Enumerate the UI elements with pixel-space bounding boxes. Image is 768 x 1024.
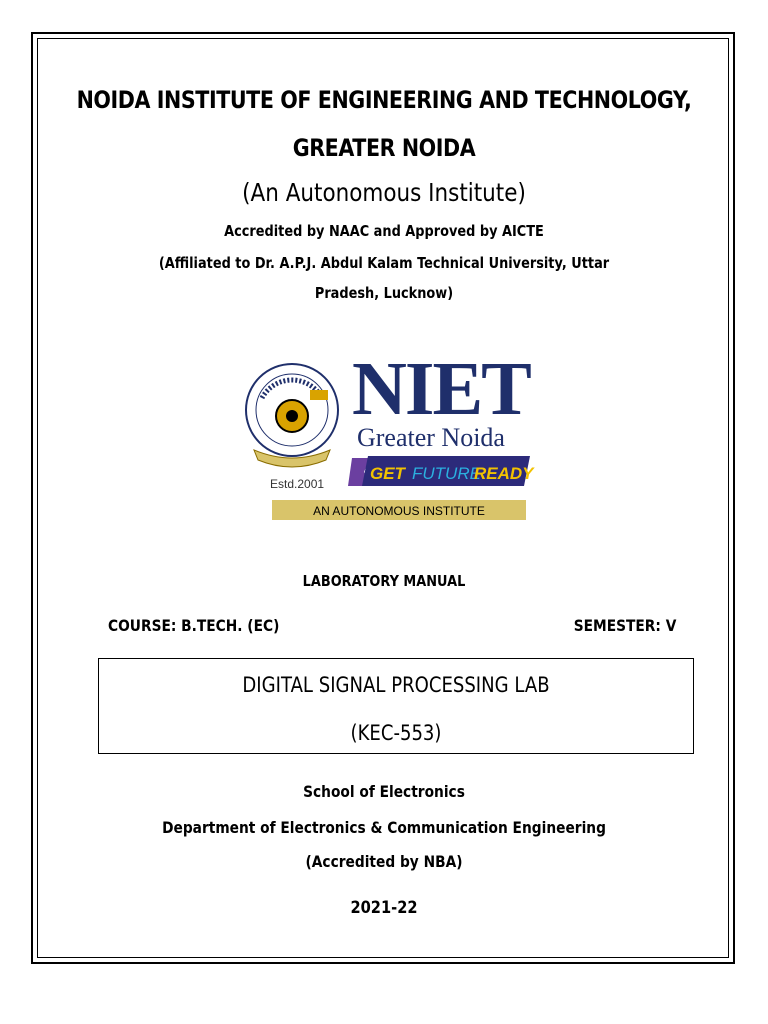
- logo-wordmark: NIET: [352, 347, 530, 431]
- manual-type: LABORATORY MANUAL: [302, 572, 466, 590]
- autonomous-banner-text: AN AUTONOMOUS INSTITUTE: [313, 504, 485, 518]
- institute-name-line2: GREATER NOIDA: [292, 134, 476, 162]
- nba-accreditation: (Accredited by NBA): [305, 852, 463, 871]
- accreditation-line: Accredited by NAAC and Approved by AICTE: [224, 222, 544, 240]
- subject-box: [98, 658, 694, 754]
- subject-code: (KEC-553): [350, 721, 442, 745]
- subject-title: DIGITAL SIGNAL PROCESSING LAB: [242, 673, 550, 697]
- autonomous-status: (An Autonomous Institute): [242, 178, 526, 207]
- institute-name-line1: NOIDA INSTITUTE OF ENGINEERING AND TECHNOLOGY,: [76, 86, 692, 114]
- department-name: Department of Electronics & Communication Engineering: [162, 818, 606, 837]
- affiliation-line1: (Affiliated to Dr. A.P.J. Abdul Kalam Technical University, Uttar: [158, 254, 610, 272]
- logo-subtitle: Greater Noida: [357, 423, 505, 452]
- tagline-part2: FUTURE: [412, 464, 481, 483]
- affiliation-line2: Pradesh, Lucknow): [314, 284, 454, 302]
- tagline-part1: GET: [370, 464, 405, 483]
- course-label: COURSE: B.TECH. (EC): [108, 616, 280, 635]
- school-name: School of Electronics: [303, 782, 465, 801]
- tagline-banner: [348, 456, 535, 486]
- academic-session: 2021-22: [350, 898, 418, 918]
- semester-label: SEMESTER: V: [573, 616, 676, 635]
- institute-emblem-icon: [246, 364, 338, 467]
- tagline-part3: READY: [474, 464, 534, 483]
- established-label: Estd.2001: [270, 477, 325, 491]
- niet-logo: [240, 338, 540, 526]
